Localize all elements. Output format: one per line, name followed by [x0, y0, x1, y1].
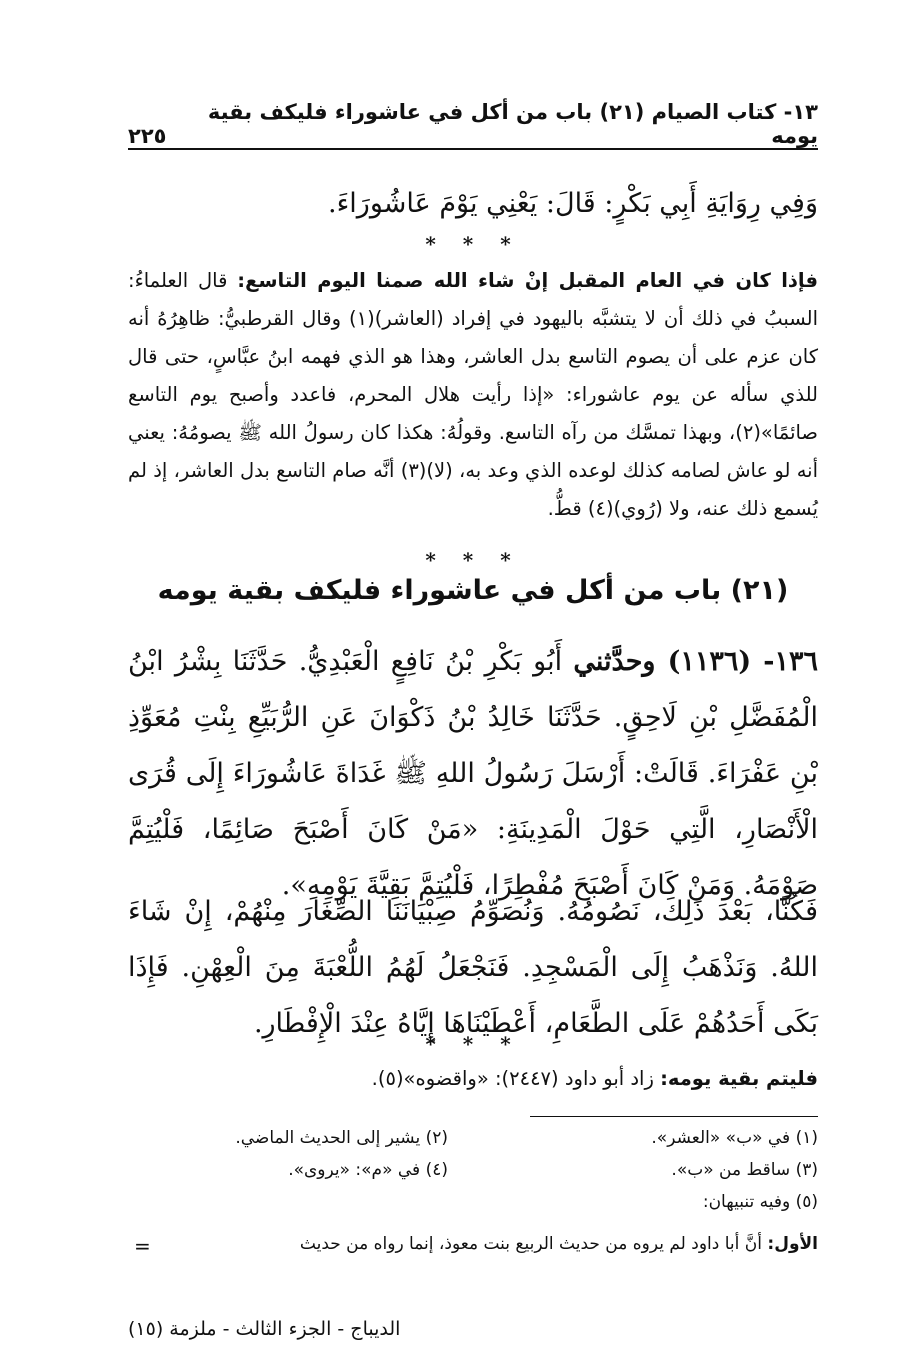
page-footer: الديباج - الجزء الثالث - ملزمة (١٥) — [128, 1318, 401, 1340]
footnote-1: (١) في «ب» «العشر». — [651, 1128, 818, 1148]
separator-stars: * * * — [425, 1032, 521, 1056]
footnote-first-text: أنَّ أبا داود لم يروه من حديث الربيع بنت معوذ، إنما رواه من حديث — [299, 1234, 768, 1254]
commentary-1-text: قال العلماءُ: السببُ في ذلك أن لا يتشبَّه باليهود في إفراد (العاشر)(١) وقال القرطبيُّ: ظاهِرُهُ أنه كان عزم على أن يصوم التاسع بدل العاشر، وهذا هو الذي فهمه ابنُ عبَّاسٍ، حتى قال للذي سأله عن يوم عاشوراء: «إذا رأيت هلال المحرم، فاعدد وأصبح يوم التاسع صائمًا»(٢)، وبهذا تمسَّك من رآه التاسع. وقولُهُ: هكذا كان رسولُ الله ﷺ يصومُهُ: يعني أنه لو عاش لصامه كذلك لوعده الذي وعد به، (لا)(٣) أنَّه صام التاسع بدل العاشر، إذ لم يُسمع ذلك عنه، ولا (رُوي)(٤) قطُّ. — [128, 269, 818, 520]
footnote-rule — [530, 1116, 818, 1117]
header-title: ١٣- كتاب الصيام (٢١) باب من أكل في عاشوراء فليكف بقية يومه — [207, 100, 818, 148]
footnote-3: (٣) ساقط من «ب». — [671, 1160, 818, 1180]
chapter-title: (٢١) باب من أكل في عاشوراء فليكف بقية يومه — [157, 575, 789, 606]
footnote-2: (٢) يشير إلى الحديث الماضي. — [235, 1128, 448, 1148]
hadith-number: ١٣٦- (١١٣٦) وحدَّثني — [573, 646, 818, 677]
commentary-paragraph-2 — [270, 1060, 818, 1098]
footnote-5-first — [300, 1234, 818, 1254]
footnote-5: (٥) وفيه تنبيهان: — [702, 1192, 818, 1212]
separator-stars: * * * — [425, 548, 521, 572]
header-rule — [128, 148, 818, 150]
separator-stars: * * * — [425, 232, 521, 256]
running-header — [128, 100, 818, 148]
hadith-continuation: فَكُنَّا، بَعْدَ ذَلِكَ، نَصُومُهُ. وَنُصَوِّمُ صِبْيَانَنَا الصِّغَارَ مِنْهُمْ، إِنْ شَاءَ اللهُ. وَنَذْهَبُ إِلَى الْمَسْجِدِ. فَنَجْعَلُ لَهُمُ اللُّعْبَةَ مِنَ الْعِهْنِ. فَإِذَا بَكَى أَحَدُهُمْ عَلَى الطَّعَامِ، أَعْطَيْنَاهَا إِيَّاهُ عِنْدَ الْإِفْطَارِ. — [128, 896, 818, 1039]
hadith-paragraph — [128, 634, 818, 914]
riwaya-line: وَفِي رِوَايَةِ أَبِي بَكْرٍ: قَالَ: يَعْنِي يَوْمَ عَاشُورَاءَ. — [328, 188, 818, 219]
footnote-4: (٤) في «م»: «يروى». — [288, 1160, 448, 1180]
hadith-text: أَبُو بَكْرِ بْنُ نَافِعٍ الْعَبْدِيُّ. حَدَّثَنَا بِشْرُ ابْنُ الْمُفَضَّلِ بْنِ لَاحِقٍ. حَدَّثَنَا خَالِدُ بْنُ ذَكْوَانَ عَنِ الرُّبَيِّعِ بِنْتِ مُعَوِّذِ بْنِ عَفْرَاءَ. قَالَتْ: أَرْسَلَ رَسُولُ اللهِ ﷺ غَدَاةَ عَاشُورَاءَ إِلَى قُرَى الْأَنْصَارِ، الَّتِي حَوْلَ الْمَدِينَةِ: «مَنْ كَانَ أَصْبَحَ صَائِمًا، فَلْيُتِمَّ صَوْمَهُ. وَمَنْ كَانَ أَصْبَحَ مُفْطِرًا، فَلْيُتِمَّ بَقِيَّةَ يَوْمِهِ». — [128, 646, 818, 901]
commentary-2-lead: فليتم بقية يومه: — [660, 1067, 818, 1090]
page-number: ٢٢٥ — [128, 124, 167, 148]
commentary-paragraph-1 — [128, 262, 818, 528]
continued-mark: = — [134, 1234, 151, 1258]
commentary-1-lead: فإذا كان في العام المقبل إنْ شاء الله صمنا اليوم التاسع: — [237, 269, 818, 292]
footnote-first-lead: الأول: — [767, 1234, 818, 1254]
commentary-2-text: زاد أبو داود (٢٤٤٧): «واقضوه»(٥). — [371, 1067, 661, 1090]
